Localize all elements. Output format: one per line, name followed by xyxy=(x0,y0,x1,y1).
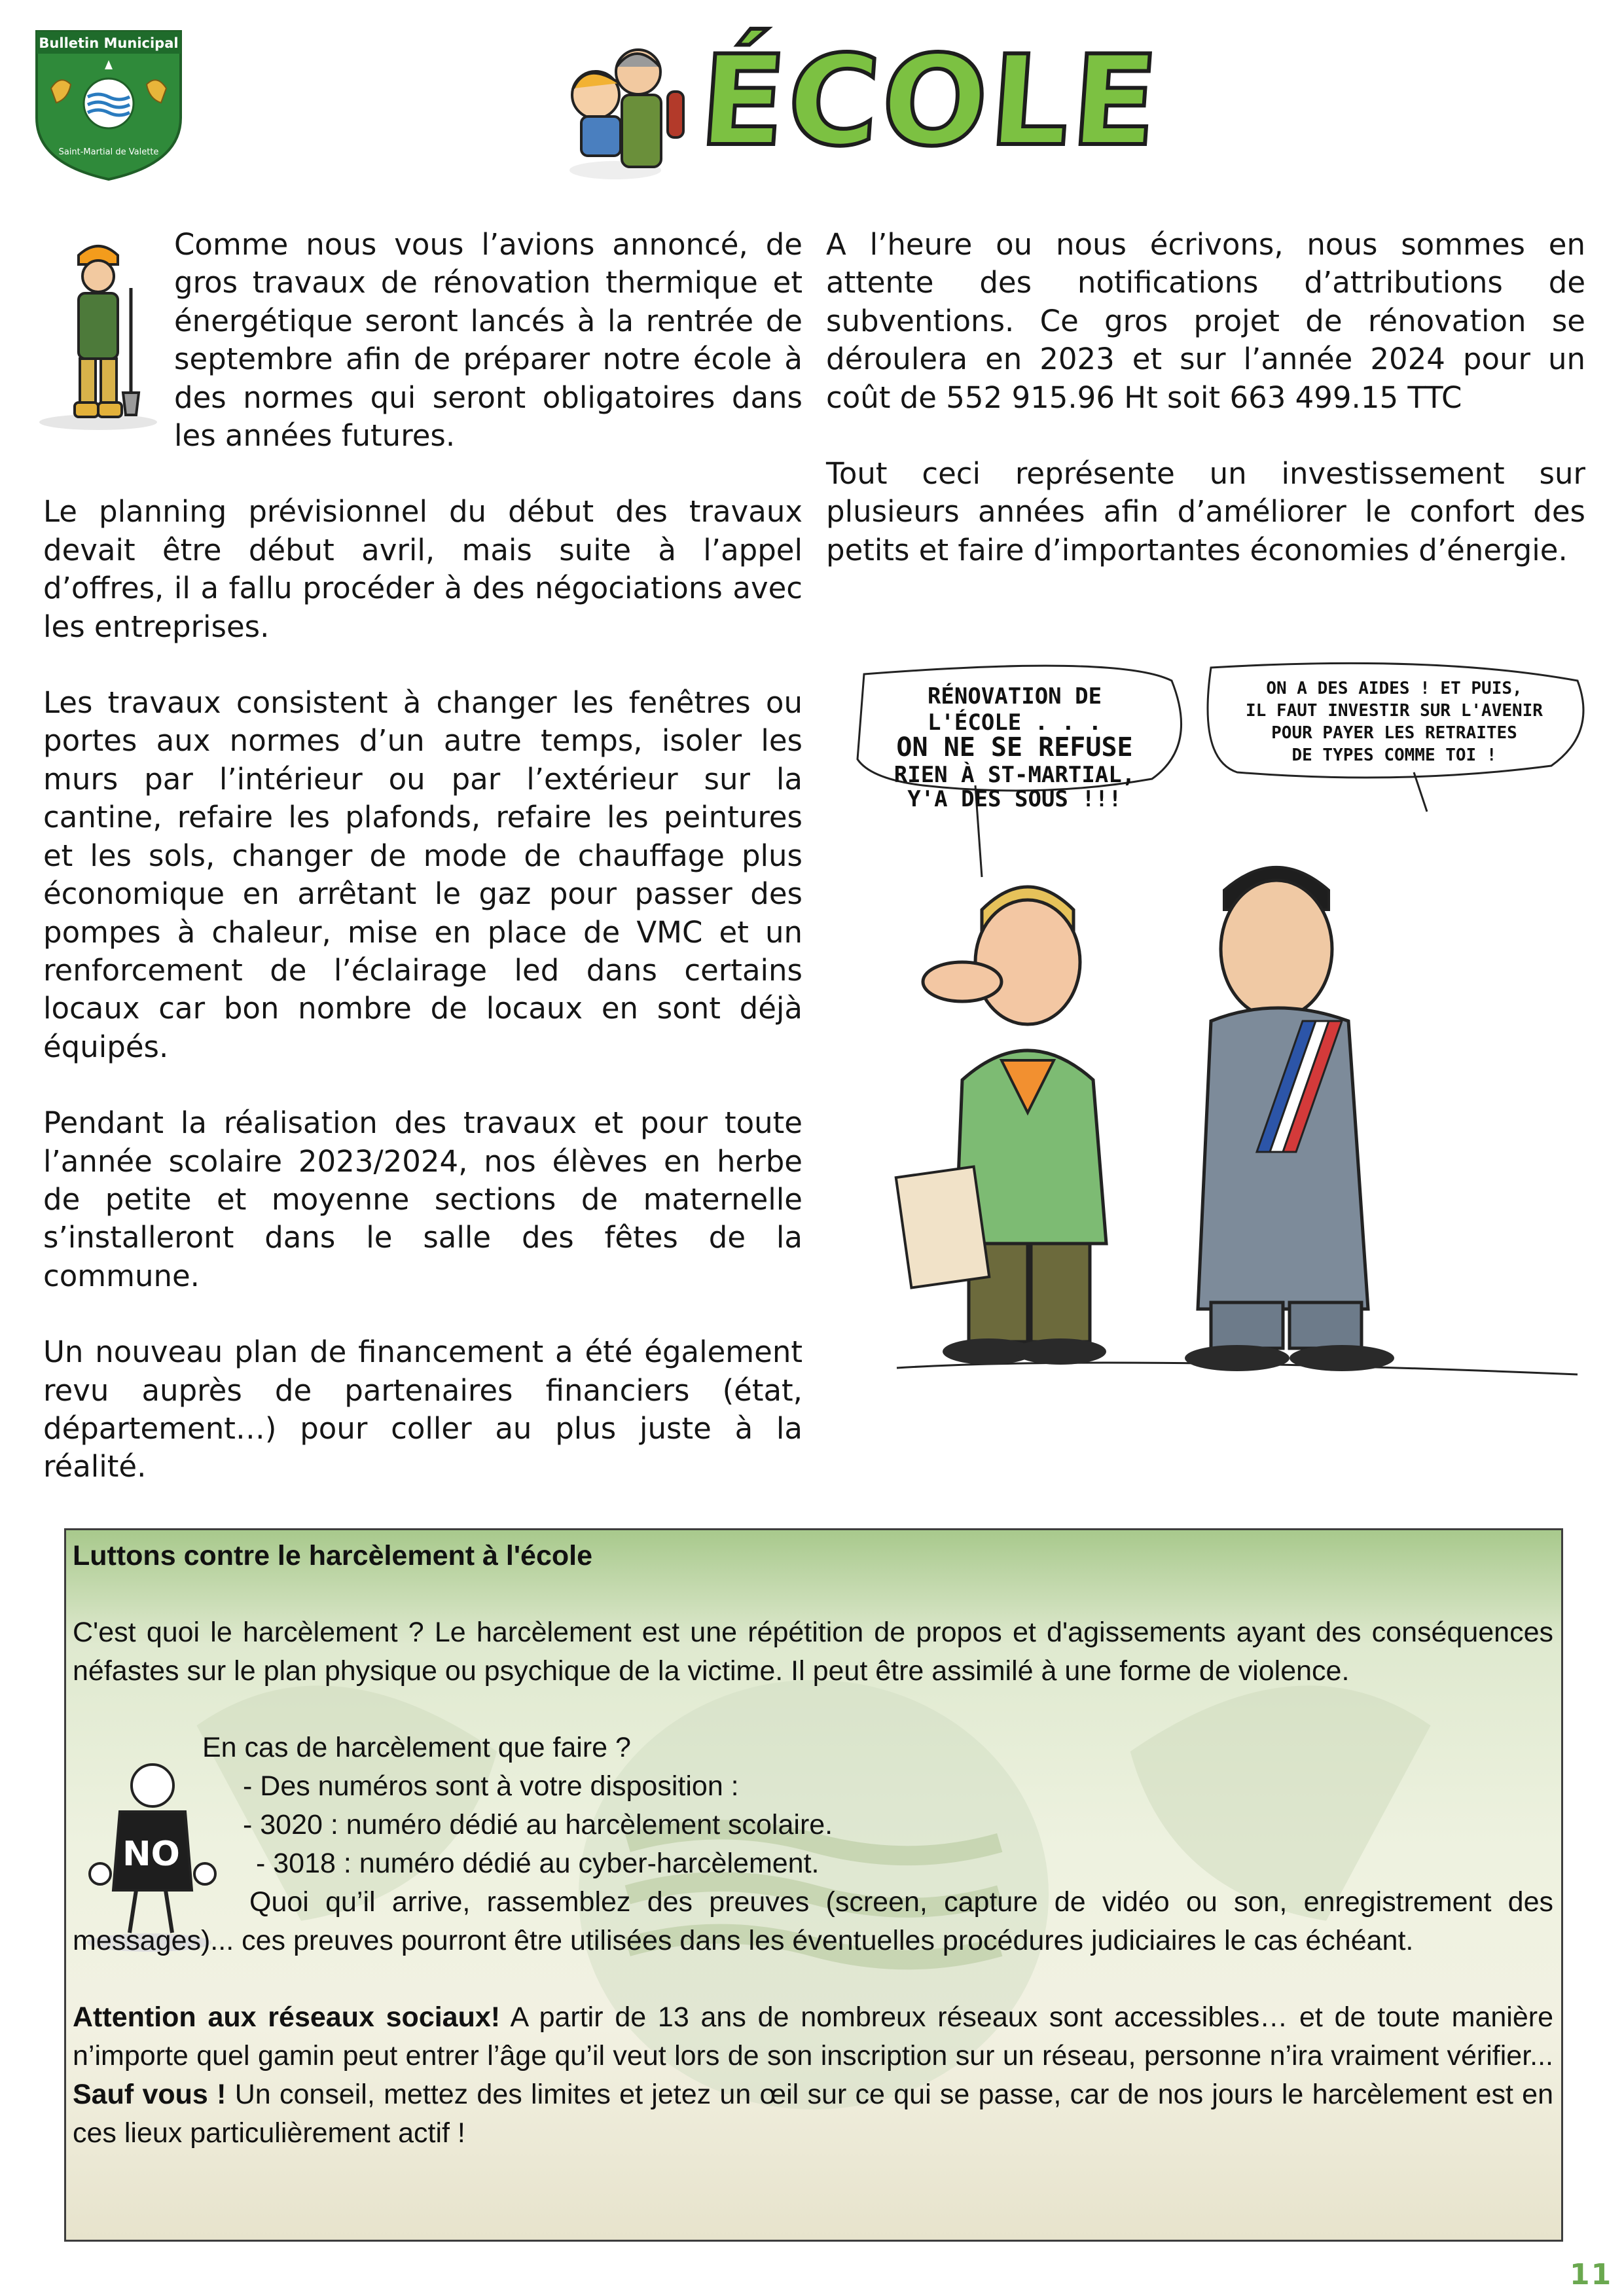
political-cartoon xyxy=(844,655,1597,1407)
harassment-text xyxy=(73,1537,1553,2191)
social-networks-warning: Attention aux réseaux sociaux! xyxy=(73,2001,501,2033)
article-paragraph-investment: Tout ceci représente un investissement sur plusieurs années afin d’améliorer le confort des petits et faire d’importantes économies d’énergie. xyxy=(826,456,1585,567)
bubble-left-line-1: RÉNOVATION DE xyxy=(927,683,1102,709)
page-number: 11 xyxy=(1570,2258,1613,2291)
school-children-illustration xyxy=(550,33,700,190)
bubble-right-line-2: IL FAUT INVESTIR SUR L'AVENIR xyxy=(1246,701,1543,721)
harassment-evidence: Quoi qu’il arrive, rassemblez des preuves (screen, capture de vidéo ou son, enregistrement des messages)... ces preuves pourront être utilisées dans les éventuelles procédures judiciaires le cas échéant. xyxy=(73,1886,1553,1956)
harassment-title: Luttons contre le harcèlement à l'école xyxy=(73,1540,593,1571)
article-right-column xyxy=(826,226,1585,607)
cartoon-character-mayor xyxy=(1185,867,1394,1371)
social-networks-text: A partir de 13 ans de nombreux réseaux sont accessibles… et de toute manière n’importe quel gamin peut entrer l’âge qu’il veut lors de son inscription sur un réseau, personne n’ira vraiment vérifier... xyxy=(73,2001,1553,2072)
municipal-crest-logo xyxy=(31,26,186,183)
bubble-left-line-5: Y'A DES SOUS !!! xyxy=(907,786,1122,812)
cartoon-character-left xyxy=(896,887,1106,1365)
article-paragraph-subsidies: A l’heure ou nous écrivons, nous sommes en attente des notifications d’attributions de subventions. Ce gros projet de rénovation se déroulera en 2023 et sur l’année 2024 pour un coût de 552 915.96 Ht soit 663 499.15 TTC xyxy=(826,227,1585,415)
no-sign-text: NO xyxy=(122,1835,180,1874)
bubble-right-line-1: ON A DES AIDES ! ET PUIS, xyxy=(1266,679,1523,698)
harassment-numbers-intro: - Des numéros sont à votre disposition : xyxy=(243,1770,739,1802)
bubble-left-line-4: RIEN À ST-MARTIAL, xyxy=(893,762,1136,788)
harassment-info-box xyxy=(64,1528,1563,2242)
article-intro: Comme nous vous l’avions annoncé, de gros travaux de rénovation thermique et énergétique seront lancés à la rentrée de septembre afin de préparer notre école à des normes qui seront obligatoires dans les années futures. xyxy=(174,227,803,454)
social-networks-advice: Un conseil, mettez des limites et jetez un œil sur ce qui se passe, car de nos jours le harcèlement est en ces lieux particulièrement actif ! xyxy=(73,2079,1554,2149)
article-paragraph-relocation: Pendant la réalisation des travaux et pour toute l’année scolaire 2023/2024, nos élèves en herbe de petite et moyenne sections de maternelle s’installeront dans le salle des fêtes de la commune. xyxy=(43,1105,803,1293)
article-left-column xyxy=(43,226,803,1524)
harassment-number-3020: - 3020 : numéro dédié au harcèlement scolaire. xyxy=(243,1809,833,1840)
harassment-social-networks xyxy=(73,1998,1553,2153)
harassment-what-to-do: En cas de harcèlement que faire ? xyxy=(202,1732,631,1763)
bubble-left-line-2: L'ÉCOLE . . . xyxy=(927,709,1102,736)
crest-subtitle: Saint-Martial de Valette xyxy=(58,147,159,157)
social-networks-sauf-vous: Sauf vous ! xyxy=(73,2079,226,2110)
crest-title: Bulletin Municipal xyxy=(39,35,179,51)
article-paragraph-works: Les travaux consistent à changer les fenêtres ou portes aux normes d’un autre temps, isoler les murs par l’intérieur ou par l’extérieur sur la cantine, refaire les plafonds, refaire les peintures et les sols, changer de mode de chauffage plus économique en arrêtant le gaz pour passer des pompes à chaleur, mise en place de VMC et un renforcement de l’éclairage led dans certains locaux car bon nombre de locaux en sont déjà équipés. xyxy=(43,685,803,1064)
bubble-right-line-3: POUR PAYER LES RETRAITES xyxy=(1271,723,1517,743)
harassment-number-3018: - 3018 : numéro dédié au cyber-harcèlement. xyxy=(256,1848,820,1879)
article-paragraph-financing: Un nouveau plan de financement a été également revu auprès de partenaires financiers (état, département…) pour coller au plus juste à la réalité. xyxy=(43,1335,803,1484)
article-paragraph-planning: Le planning prévisionnel du début des travaux devait être début avril, mais suite à l’appel d’offres, il a fallu procéder à des négociations avec les entreprises. xyxy=(43,494,803,644)
page-title: ÉCOLE xyxy=(695,29,1165,173)
harassment-definition: C'est quoi le harcèlement ? Le harcèlement est une répétition de propos et d'agissements ayant des conséquences néfastes sur le plan physique ou psychique de la victime. Il peut être assimilé à une forme de violence. xyxy=(73,1617,1553,1687)
bubble-right-line-4: DE TYPES COMME TOI ! xyxy=(1291,745,1497,765)
bubble-left-line-3: ON NE SE REFUSE xyxy=(896,732,1133,762)
